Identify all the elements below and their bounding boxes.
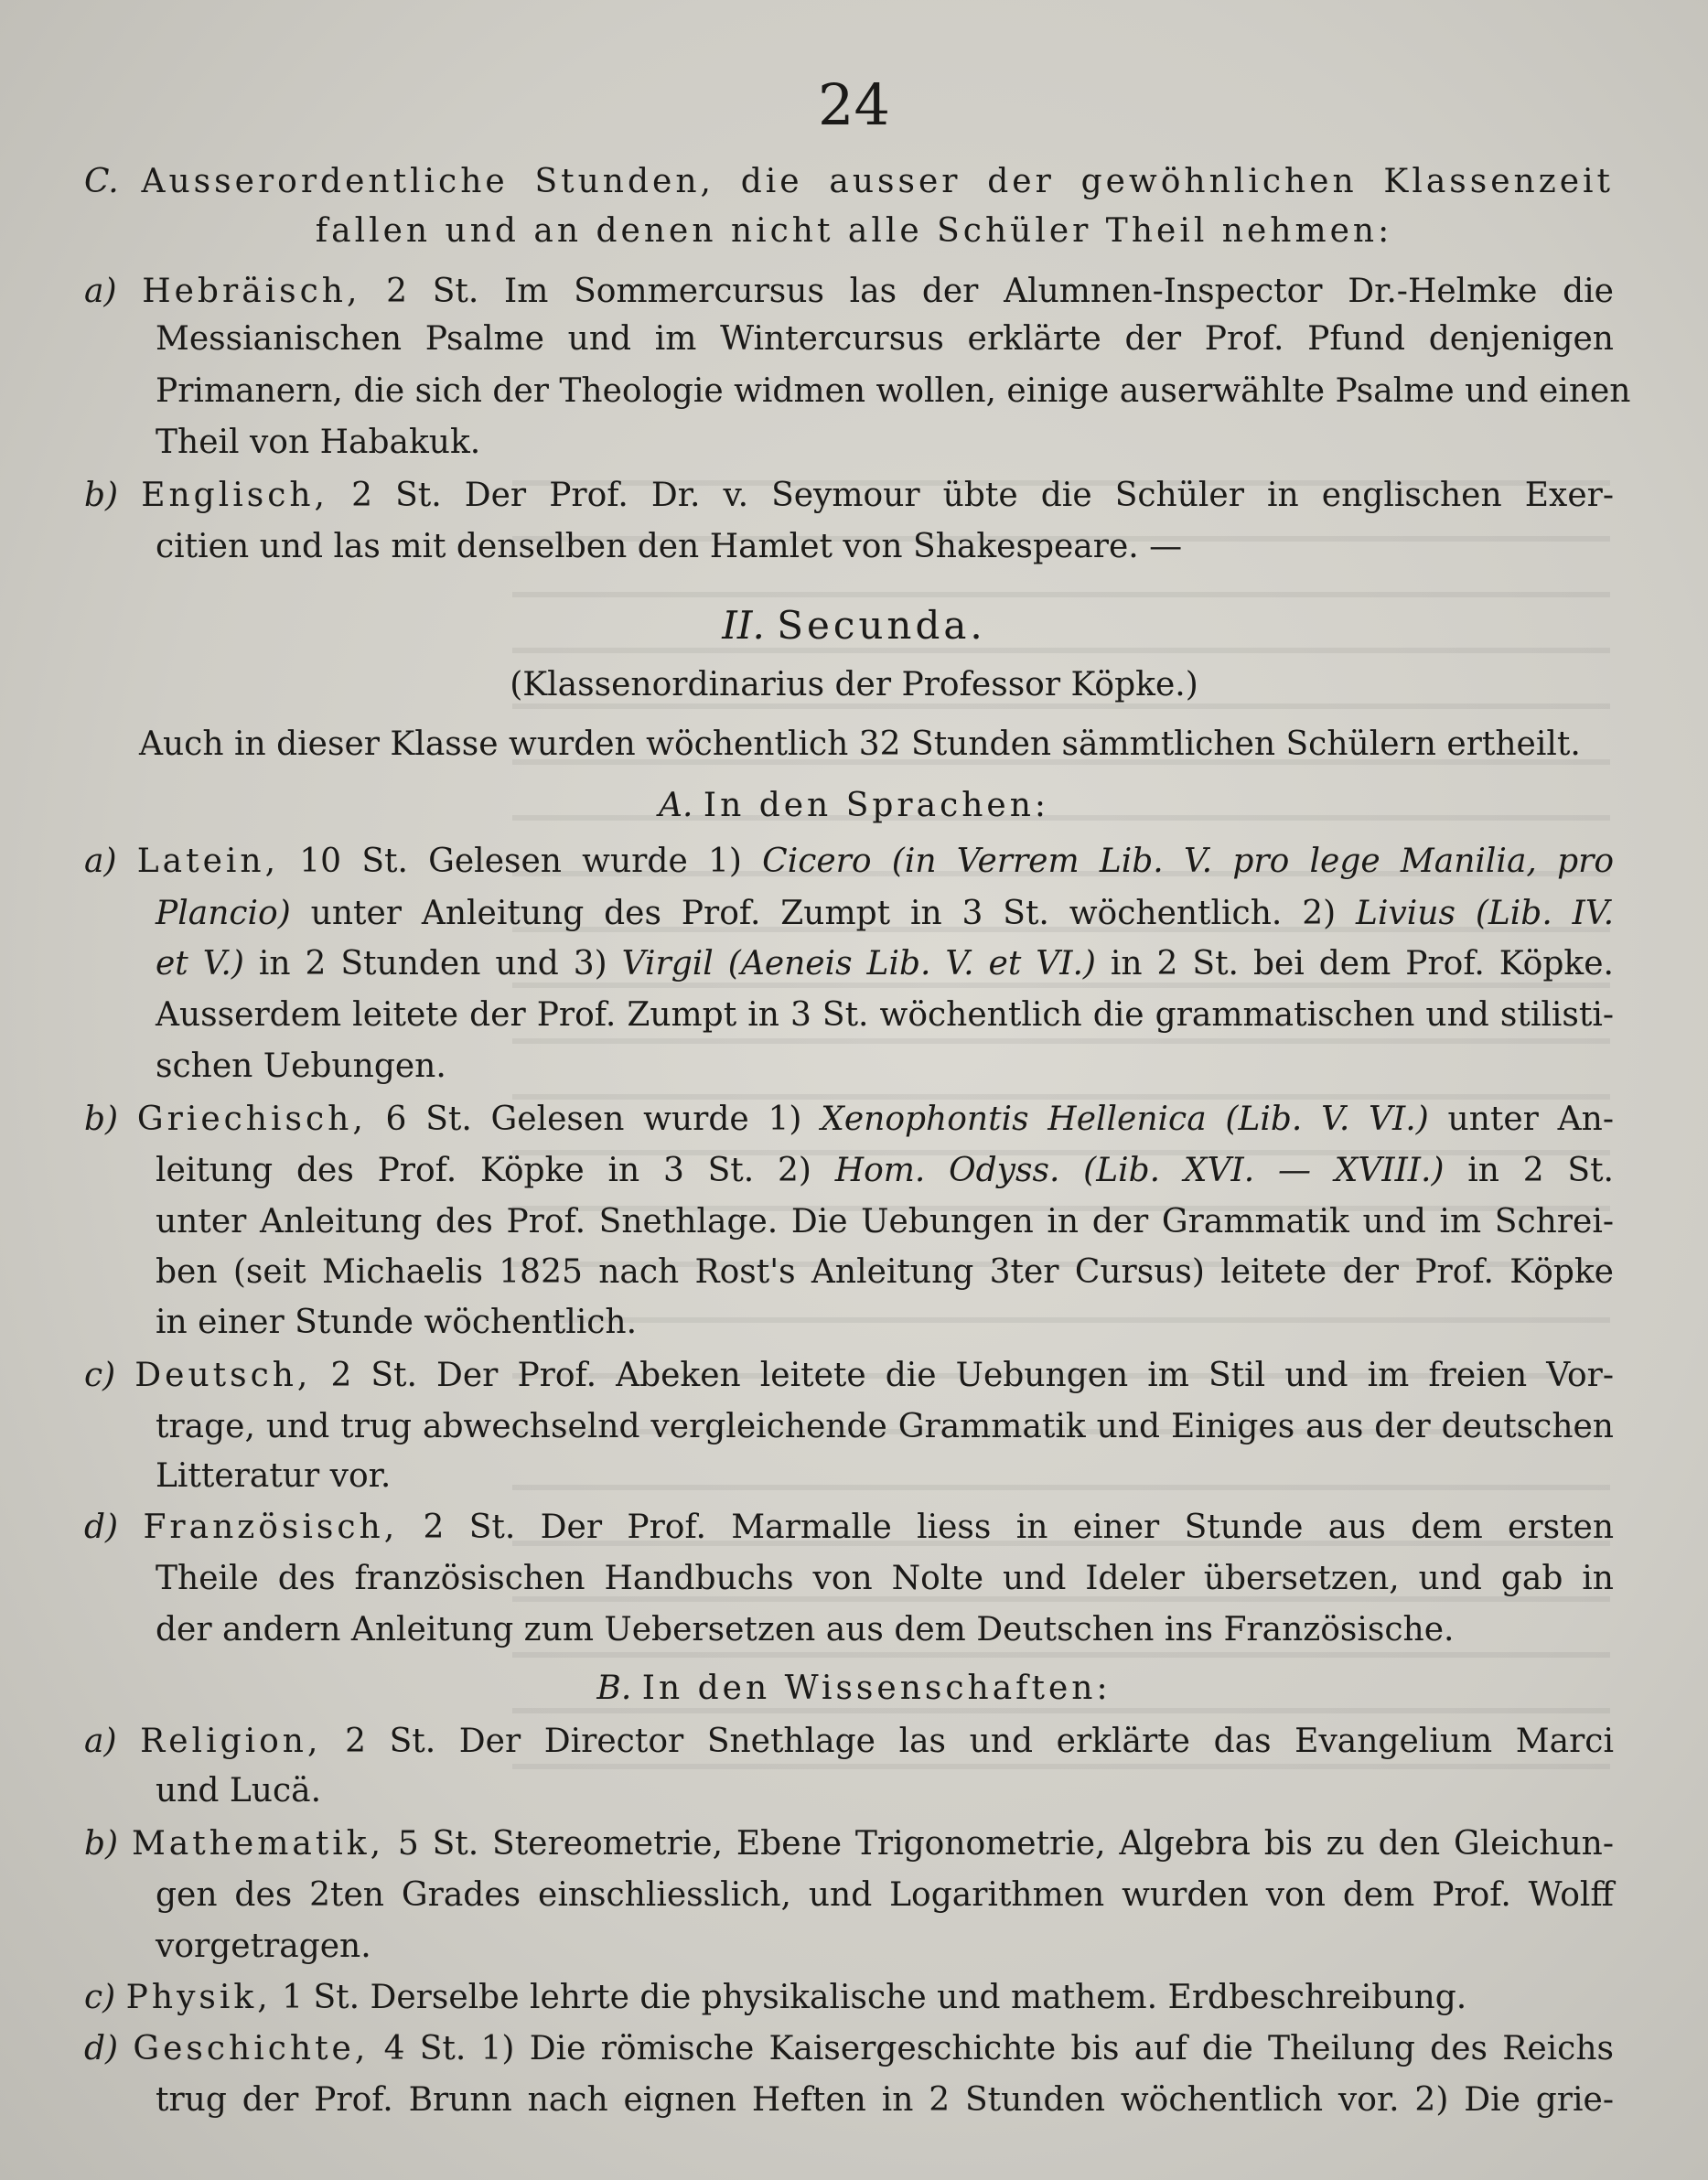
secunda-intro: Auch in dieser Klasse wurden wöchentlich 32 Stunden sämmtlichen Schülern ertheilt. xyxy=(139,725,1581,763)
deutsch-line-2: trage, und trug abwechselnd vergleichende Grammatik und Einiges aus der deutschen xyxy=(156,1408,1614,1445)
deutsch-line-3: Litteratur vor. xyxy=(156,1457,392,1495)
section-heading-secunda: II. Secunda. xyxy=(722,603,986,648)
section-c-title-line-2: fallen und an denen nicht alle Schüler Theil nehmen: xyxy=(315,212,1393,250)
hebraeisch-line-3: Primanern, die sich der Theologie widmen wollen, einige auserwählte Psalme und einen xyxy=(156,372,1631,410)
franzoesisch-line-2: Theile des französischen Handbuchs von Nolte und Ideler übersetzen, und gab in xyxy=(156,1560,1614,1597)
physik-line-1: c) Physik, 1 St. Derselbe lehrte die physikalische und mathem. Erdbeschreibung. xyxy=(84,1979,1467,2016)
griechisch-line-5: in einer Stunde wöchentlich. xyxy=(156,1304,638,1341)
hebraeisch-line-2: Messianischen Psalme und im Wintercursus erklärte der Prof. Pfund denjenigen xyxy=(156,320,1614,358)
englisch-line-2: citien und las mit denselben den Hamlet von Shakespeare. — xyxy=(156,528,1183,565)
latein-line-5: schen Uebungen. xyxy=(156,1047,446,1085)
mathematik-line-2: gen des 2ten Grades einschliesslich, und Logarithmen wurden von dem Prof. Wolff xyxy=(156,1876,1614,1914)
franzoesisch-line-1: d) Französisch, 2 St. Der Prof. Marmalle liess in einer Stunde aus dem ersten xyxy=(84,1509,1614,1546)
section-c-title-line-1: C. Ausserordentliche Stunden, die ausser der gewöhnlichen Klassenzeit xyxy=(84,163,1614,200)
mathematik-line-1: b) Mathematik, 5 St. Stereometrie, Ebene Trigonometrie, Algebra bis zu den Gleichun- xyxy=(84,1825,1614,1863)
latein-line-4: Ausserdem leitete der Prof. Zumpt in 3 St. wöchentlich die grammatischen und stilisti- xyxy=(156,996,1614,1034)
griechisch-line-1: b) Griechisch, 6 St. Gelesen wurde 1) Xenophontis Hellenica (Lib. V. VI.) unter An- xyxy=(84,1101,1614,1138)
latein-line-2: Plancio) unter Anleitung des Prof. Zumpt in 3 St. wöchentlich. 2) Livius (Lib. IV. xyxy=(156,895,1615,932)
latein-line-3: et V.) in 2 Stunden und 3) Virgil (Aeneis Lib. V. et VI.) in 2 St. bei dem Prof. Köpke. xyxy=(156,945,1614,983)
griechisch-line-3: unter Anleitung des Prof. Snethlage. Die Uebungen in der Grammatik und im Schrei- xyxy=(156,1203,1614,1240)
mathematik-line-3: vorgetragen. xyxy=(156,1928,371,1965)
latein-line-1: a) Latein, 10 St. Gelesen wurde 1) Cicero (in Verrem Lib. V. pro lege Manilia, pro xyxy=(84,843,1615,880)
griechisch-line-4: ben (seit Michaelis 1825 nach Rost's Anleitung 3ter Cursus) leitete der Prof. Köpke xyxy=(156,1253,1614,1291)
religion-line-1: a) Religion, 2 St. Der Director Snethlage las und erklärte das Evangelium Marci xyxy=(84,1723,1614,1760)
geschichte-line-2: trug der Prof. Brunn nach eignen Heften in 2 Stunden wöchentlich vor. 2) Die grie- xyxy=(156,2081,1614,2119)
englisch-line-1: b) Englisch, 2 St. Der Prof. Dr. v. Seymour übte die Schüler in englischen Exer- xyxy=(84,477,1615,514)
hebraeisch-line-4: Theil von Habakuk. xyxy=(156,424,481,461)
deutsch-line-1: c) Deutsch, 2 St. Der Prof. Abeken leitete die Uebungen im Stil und im freien Vor- xyxy=(84,1357,1614,1394)
franzoesisch-line-3: der andern Anleitung zum Uebersetzen aus dem Deutschen ins Französische. xyxy=(156,1611,1455,1648)
heading-wissenschaften: B. In den Wissenschaften: xyxy=(596,1670,1112,1707)
hebraeisch-line-1: a) Hebräisch, 2 St. Im Sommercursus las der Alumnen-Inspector Dr.-Helmke die xyxy=(84,273,1614,310)
heading-sprachen: A. In den Sprachen: xyxy=(658,787,1050,824)
griechisch-line-2: leitung des Prof. Köpke in 3 St. 2) Hom. Odyss. (Lib. XVI. — XVIII.) in 2 St. xyxy=(156,1152,1614,1189)
class-teacher-note: (Klassenordinarius der Professor Köpke.) xyxy=(510,666,1198,703)
religion-line-2: und Lucä. xyxy=(156,1772,322,1810)
page-number: 24 xyxy=(818,71,890,138)
geschichte-line-1: d) Geschichte, 4 St. 1) Die römische Kaisergeschichte bis auf die Theilung des Reichs xyxy=(84,2030,1614,2067)
